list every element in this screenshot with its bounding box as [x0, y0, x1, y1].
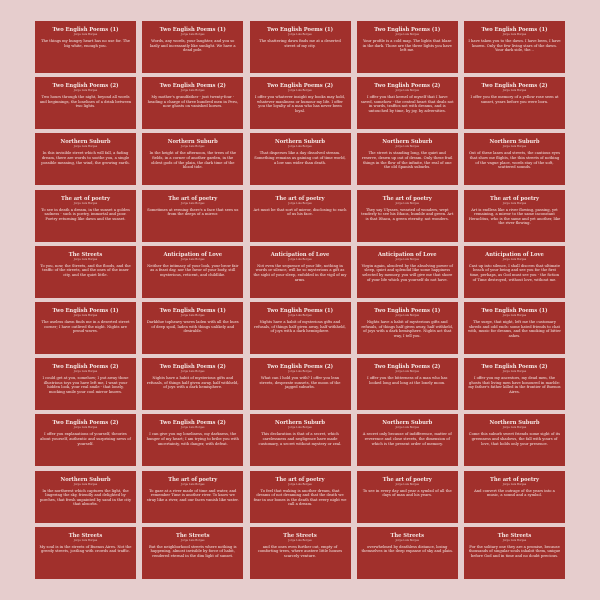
poem-card-text: I offer you the bitterness of a man who has looked long and long at the lonely moon.	[367, 376, 448, 385]
poem-card	[35, 527, 136, 579]
poem-card-author: Jorge Luis Borges	[73, 145, 98, 149]
poem-card-author: Jorge Luis Borges	[181, 257, 205, 261]
poem-card-text: But the neighborhood streets where nothing is happening, almost invisible by force of habit, rendered eternal in the dim light of sunset.	[148, 544, 237, 558]
poem-card-title: Two English Poems (1)	[374, 27, 441, 33]
poem-card	[142, 190, 243, 242]
poem-card	[357, 414, 458, 466]
poem-card-text: Nights have a habit of mysterious gifts and refusals, of things half given away, half withheld, of joys with a dark hemisphere. Nights act that way, I tell you.	[361, 319, 454, 338]
poem-card	[357, 77, 458, 129]
poem-card	[357, 302, 458, 354]
poem-card	[250, 527, 351, 579]
poem-card	[35, 302, 136, 354]
poem-card-title: Two English Poems (1)	[481, 27, 548, 33]
poem-card-text: To feel that waking is another dream, that dreams of not dreaming and that the death we fear in our bones is the death that every night we call a dream.	[253, 488, 347, 507]
poem-card-author: Jorge Luis Borges	[395, 89, 419, 93]
poem-card-text: Words, any words, your laughter, and you so lazily and incessantly like sunlight. We have a dead pole.	[149, 39, 236, 53]
poem-card-title: Northern Suburb	[275, 139, 325, 146]
poem-card-title: The art of poetry	[489, 476, 540, 483]
poem-card-author: Jorge Luis Borges	[395, 370, 419, 374]
poem-card-author: Jorge Luis Borges	[502, 482, 527, 486]
poem-card-title: Two English Poems (1)	[266, 307, 334, 314]
poem-card-title: Two English Poems (2)	[374, 364, 441, 371]
poem-card-title: Anticipation of Love	[270, 251, 330, 258]
poem-card-title: Northern Suburb	[275, 420, 325, 427]
poem-card-author: Jorge Luis Borges	[73, 89, 98, 93]
poem-card-title: The art of poetry	[382, 195, 432, 202]
poem-card-title: The Streets	[68, 532, 103, 539]
poem-card-text: This declaration is that of a secret, which carelessness and negligence have made customary, a secret without mystery or zeal.	[258, 432, 342, 446]
poem-card-text: For the solitary one they are a promise, because thousands of singular souls inhabit them, unique before God and in time and no doubt precious.	[468, 544, 561, 558]
poem-card	[250, 302, 351, 354]
poem-card-text: Come this suburb sweet friends some sight of its greenness and shadows, the fall with yours of love, that holds only your presence.	[468, 432, 561, 446]
poem-card	[35, 358, 136, 410]
poem-card-title: Two English Poems (1)	[52, 307, 119, 314]
poem-card	[250, 246, 351, 298]
poem-card	[142, 21, 243, 73]
poem-card-author: Jorge Luis Borges	[288, 145, 312, 149]
poem-card	[250, 414, 351, 466]
poem-card-author: Jorge Luis Borges	[181, 313, 205, 317]
poem-card	[464, 21, 565, 73]
poem-card	[464, 302, 565, 354]
poem-card-title: Two English Poems (1)	[159, 307, 226, 314]
poem-card-author: Jorge Luis Borges	[502, 145, 527, 149]
poem-card-text: To you, now, the Streets, and the floods, and the traffic of the streets, and the ones of the inner city, and the quiet little.	[40, 263, 131, 277]
poem-card-sheet	[35, 21, 565, 579]
poem-card-text: The useless dawn finds me in a deserted street corner; I have outlived the night. Nights are proud waves.	[41, 319, 130, 334]
poem-card-author: Jorge Luis Borges	[288, 201, 312, 205]
poem-card-title: The Streets	[283, 532, 317, 539]
poem-card	[35, 471, 136, 523]
poem-card-text: Cast up into silence, I shall discern that ultimate beach of your being and see you for the first time, perhaps, as God must see you - the fiction of Time destroyed, without love, without me.	[468, 263, 561, 282]
poem-card-author: Jorge Luis Borges	[502, 538, 527, 542]
poem-card-title: Northern Suburb	[382, 420, 433, 427]
poem-card-text: To see in every day and year a symbol of all the days of man and his years.	[362, 488, 452, 498]
poem-card	[142, 527, 243, 579]
poem-card-text: My mother's grandfather - just twenty-four - heading a charge of three hundred men in Peru, now ghosts on vanished horses.	[147, 95, 238, 109]
poem-card-text: I offer you that kernel of myself that I have saved, somehow - the central heart that deals not in words, traffics not with dreams, and is untouched by time, by joy, by adversities.	[360, 95, 454, 113]
poem-card-text: The shattering dawn finds me at a deserted street of my city.	[259, 39, 341, 48]
poem-card-author: Jorge Luis Borges	[73, 538, 98, 542]
poem-card	[250, 471, 351, 523]
poem-card-text: Virgin again, absolved by the absolving power of sleep, quiet and splendid like some happiness selected by memory, you will give me that shore of your life which you yourself do not have.	[361, 263, 453, 282]
poem-card-text: Sometimes at evening there's a face that sees us from the deeps of a mirror.	[147, 207, 239, 217]
poem-card	[464, 358, 565, 410]
poem-card	[464, 77, 565, 129]
poem-card-author: Jorge Luis Borges	[395, 201, 419, 205]
poem-card-title: Two English Poems (2)	[481, 83, 548, 90]
poem-card-author: Jorge Luis Borges	[73, 257, 98, 261]
poem-card-author: Jorge Luis Borges	[181, 538, 205, 542]
poem-card-author: Jorge Luis Borges	[395, 33, 419, 36]
poem-card-title: The art of poetry	[60, 195, 111, 202]
poem-card	[142, 133, 243, 185]
poem-card-text: Nights have a habit of mysterious gifts and refusals, of things half given away, half withheld, of joys with a dark hemisphere.	[254, 319, 346, 334]
poem-card	[357, 21, 458, 73]
poem-card-text: In this invisible street which will fall, a fading dream, there are words to soothe you, a single possible meaning, the wind, the growing earth.	[41, 151, 130, 165]
poem-card-author: Jorge Luis Borges	[288, 89, 312, 93]
poem-card-title: The art of poetry	[275, 476, 325, 483]
poem-card	[142, 302, 243, 354]
poem-card-text: Nights have a habit of mysterious gifts and refusals, of things half given away, half withheld, of joys with a dark hemisphere.	[146, 376, 239, 390]
poem-card-author: Jorge Luis Borges	[502, 89, 527, 93]
poem-card-author: Jorge Luis Borges	[395, 538, 419, 542]
poem-card-author: Jorge Luis Borges	[181, 145, 205, 149]
poem-card	[142, 471, 243, 523]
poem-card	[250, 77, 351, 129]
poem-card-title: Two English Poems (2)	[159, 420, 226, 427]
poem-card-text: The street is standing long, the quiet and reserve, drawn up out of dream. Only these frail things in the flow of the infinite, the real of one the old Spanish suburbs.	[362, 151, 453, 170]
poem-card	[357, 358, 458, 410]
poem-card	[357, 133, 458, 185]
poem-card-text: I offer you whatever insight my books may hold, whatever manliness or humour my life. I offer you the loyalty of a man who has never been loyal.	[254, 95, 346, 113]
poem-card	[250, 358, 351, 410]
poem-card-text: The surge, that night, left me the customary shreds and odd ends: some hated friends to chat with, music for dreams, and the smoking of bitter ashes.	[468, 319, 561, 338]
poem-card-title: Two English Poems (2)	[159, 364, 226, 371]
poem-card-title: Two English Poems (1)	[481, 307, 548, 314]
poem-card-author: Jorge Luis Borges	[288, 33, 312, 36]
poem-card-author: Jorge Luis Borges	[395, 257, 419, 261]
poem-card-author: Jorge Luis Borges	[181, 370, 205, 374]
poem-card-title: Northern Suburb	[489, 420, 540, 427]
poem-card-title: The Streets	[497, 532, 532, 539]
poem-card-title: The art of poetry	[382, 476, 432, 483]
poem-card-text: overwhelmed by deathless distance, losing themselves in the deep expanse of sky and plain.	[361, 544, 453, 554]
poem-card-author: Jorge Luis Borges	[288, 538, 312, 542]
poem-card-text: Art is endless like a river flowing, passing, yet remaining, a mirror to the same inconstant Heraclitus, who is the same and yet another, like the river flowing.	[468, 207, 561, 226]
poem-card-text: The things my hungry heart has no use for. The big white, enough you.	[41, 39, 130, 48]
poem-card-text: And convert the outrage of the years into a music, a sound and a symbol.	[474, 488, 555, 498]
poem-card	[35, 246, 136, 298]
poem-card-author: Jorge Luis Borges	[73, 33, 98, 36]
poem-card-author: Jorge Luis Borges	[181, 89, 205, 93]
poem-card-text: To see in death a dream, in the sunset a golden sadness - such is poetry, immortal and poor. Poetry returning like dawn and the sunset.	[41, 207, 130, 221]
poem-card-title: Two English Poems (2)	[374, 83, 441, 90]
poem-card-title: Northern Suburb	[489, 139, 540, 146]
poem-card-text: To gaze at a river made of time and water, and remember Time is another river. To know we stray like a river, and our faces vanish like water.	[146, 488, 239, 502]
poem-card-title: Anticipation of Love	[485, 251, 544, 258]
poem-card	[142, 414, 243, 466]
poem-card-author: Jorge Luis Borges	[502, 370, 527, 374]
poem-card	[35, 190, 136, 242]
poem-card-author: Jorge Luis Borges	[395, 313, 419, 317]
poem-card-text: I can give you my loneliness, my darkness, the hunger of my heart; I am trying to bribe you with uncertainty, with danger, with defeat.	[146, 432, 239, 446]
poem-card	[464, 414, 565, 466]
poem-card	[464, 471, 565, 523]
poem-card-title: Two English Poems (1)	[52, 27, 119, 33]
poem-card-author: Jorge Luis Borges	[502, 313, 527, 317]
poem-card-author: Jorge Luis Borges	[73, 370, 98, 374]
poem-card-title: Two English Poems (2)	[159, 83, 226, 90]
poem-card-text: Not even the sequence of your life, nothing in words or silence, will be so mysterious a gift as the sight of your sleep, enfolded in the vigil of my arms.	[253, 263, 347, 282]
poem-card-author: Jorge Luis Borges	[288, 370, 312, 374]
poem-card-title: The Streets	[68, 251, 103, 258]
poem-card-author: Jorge Luis Borges	[73, 201, 98, 205]
poem-card-text: I have taken you to the dawn. I have been, I have known. Only the few living stars of the dawn. Your dark side, the...	[468, 39, 561, 53]
poem-card-title: Two English Poems (1)	[159, 27, 226, 33]
poem-card	[357, 471, 458, 523]
poem-card-title: The art of poetry	[168, 195, 218, 202]
poem-card-title: Two English Poems (2)	[52, 83, 119, 90]
poem-card-author: Jorge Luis Borges	[288, 482, 312, 486]
poem-card	[250, 133, 351, 185]
poem-card-author: Jorge Luis Borges	[181, 201, 205, 205]
poem-card-title: Northern Suburb	[382, 139, 433, 146]
poem-card-text: I offer you my ancestors, my dead men, the ghosts that living men have honoured in marble: my father's father killed in the frontier of Buenos Aires.	[468, 376, 561, 394]
poem-card-text: What can I hold you with? I offer you lean streets, desperate sunsets, the moon of the jagged suburbs.	[259, 376, 341, 390]
poem-card	[35, 21, 136, 73]
poem-card-text: In the northwest which captures the light, the lingering the sky, friendly and delighted by porches, that fresh unpainted by sand in the city that absorbs.	[39, 488, 132, 507]
poem-card-title: Northern Suburb	[167, 139, 218, 146]
poem-card-title: Two English Poems (2)	[481, 364, 548, 371]
poem-card-title: The Streets	[175, 532, 210, 539]
poem-card-text: I offer you the memory of a yellow rose seen at sunset, years before you were born.	[470, 95, 559, 104]
poem-card-title: The art of poetry	[168, 476, 218, 483]
poem-card-title: Two English Poems (1)	[266, 27, 334, 33]
poem-card	[357, 246, 458, 298]
poem-card-author: Jorge Luis Borges	[181, 426, 205, 430]
poem-card-title: Two English Poems (2)	[266, 83, 334, 90]
poem-card-author: Jorge Luis Borges	[73, 482, 98, 486]
poem-card-title: The art of poetry	[275, 195, 325, 202]
poem-card	[35, 414, 136, 466]
poem-card-text: I offer you explanations of yourself, theories about yourself, authentic and surprising news of yourself.	[40, 432, 131, 446]
poem-card-text: Neither the intimacy of your look, your brow fair as a feast day, nor the favor of your body, still mysterious, reticent, and childlike.	[147, 263, 239, 277]
poem-card-title: The art of poetry	[489, 195, 540, 202]
poem-card-author: Jorge Luis Borges	[502, 201, 527, 205]
poem-card-title: Anticipation of Love	[163, 251, 223, 258]
poem-card	[142, 77, 243, 129]
poem-card-author: Jorge Luis Borges	[288, 257, 312, 261]
poem-card	[464, 190, 565, 242]
poem-card-title: Two English Poems (1)	[374, 307, 441, 314]
poem-card-author: Jorge Luis Borges	[73, 426, 98, 430]
poem-card	[35, 77, 136, 129]
poem-card	[464, 133, 565, 185]
poem-card-author: Jorge Luis Borges	[288, 426, 312, 430]
poem-card	[357, 527, 458, 579]
poem-card-text: That disperses like a day dissolved stream. Something remains as gaining out of time world, a low sun wider than death.	[254, 151, 346, 165]
poem-card-title: The Streets	[390, 532, 425, 539]
poem-card-text: In the height of the afternoon, the trees of the fields, in a corner of another garden, in the oldest gods of the plain, the dark time of the blood tide.	[149, 151, 236, 170]
poem-card-title: Northern Suburb	[60, 476, 111, 483]
poem-card-author: Jorge Luis Borges	[502, 257, 527, 261]
poem-card-text: A secret only because of indifference, matter of reverence and close streets, the dimension of which is the present order of memory.	[362, 432, 452, 446]
poem-card-author: Jorge Luis Borges	[395, 145, 419, 149]
poem-card	[464, 246, 565, 298]
poem-card-author: Jorge Luis Borges	[181, 33, 205, 36]
poem-card-text: Your profile is a cold map. The lights that blaze in the dark. Those are the three lights you have left me.	[362, 39, 452, 53]
poem-card-text: They say Ulysses, wearied of wonders, wept tenderly to see his Ithaca, humble and green. Art is that Ithaca, a green eternity, not wonders.	[361, 207, 454, 221]
poem-card	[357, 190, 458, 242]
poem-card	[142, 358, 243, 410]
poem-card-title: Two English Poems (2)	[52, 364, 119, 371]
poem-card-author: Jorge Luis Borges	[395, 426, 419, 430]
poem-card-title: Two English Poems (2)	[52, 420, 119, 427]
poem-card-author: Jorge Luis Borges	[288, 313, 312, 317]
poem-card-text: I could get at you, somehow; I put away those illustrious toys you have left me, I want your hidden look, your real smile - that lonely, mocking smile your cool mirror knows.	[42, 376, 129, 394]
poem-card-text: Art must be that sort of mirror, disclosing to each of us his face.	[253, 207, 347, 217]
poem-card-text: and the ones even further out, empty of comforting trees, where austere little houses scarcely venture.	[257, 544, 343, 558]
poem-card-title: Two English Poems (2)	[266, 364, 334, 371]
poem-card	[464, 527, 565, 579]
poem-card-author: Jorge Luis Borges	[395, 482, 419, 486]
poem-card-author: Jorge Luis Borges	[181, 482, 205, 486]
poem-card	[35, 133, 136, 185]
poem-card-author: Jorge Luis Borges	[502, 426, 527, 430]
poem-card-text: My soul is in the streets of Buenos Aires. Not the greedy streets, jostling with crowds and traffic.	[39, 544, 132, 554]
poem-card-text: Two hours through the night, beyond all words and beginnings, the lonelines of a drink between two lights.	[39, 95, 132, 109]
poem-card-title: Northern Suburb	[60, 139, 111, 146]
poem-card-text: Darkblue topheavy waves laden with all the hues of deep spoil, laden with things unlikely and desirable.	[146, 319, 239, 334]
poem-card-author: Jorge Luis Borges	[502, 33, 527, 36]
poem-card-title: Anticipation of Love	[377, 251, 437, 258]
poem-card	[250, 190, 351, 242]
poem-card-author: Jorge Luis Borges	[73, 313, 98, 317]
poem-card	[250, 21, 351, 73]
poem-card-text: Out of these lanes and streets, the cautious eyes that show me flights, the thin streets of nothing of the vague place, words stay of the soft, scattered sounds.	[469, 151, 560, 170]
poem-card	[142, 246, 243, 298]
